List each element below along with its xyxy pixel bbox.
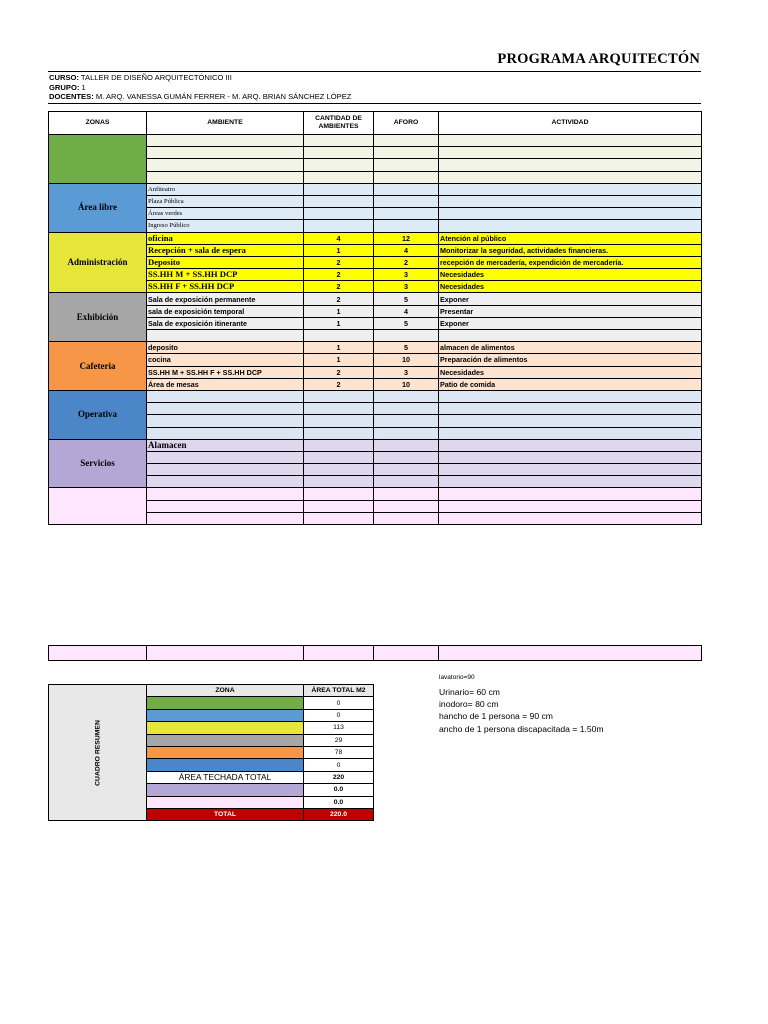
cantidad-cell [304, 183, 374, 195]
table-row [49, 500, 702, 512]
ambiente-cell: oficina [147, 232, 304, 244]
actividad-cell [439, 500, 702, 512]
table-row [49, 342, 702, 354]
cantidad-cell [304, 147, 374, 159]
actividad-cell [439, 183, 702, 195]
summary-zona-cell [147, 759, 304, 771]
zone-cell: Exhibición [49, 293, 147, 342]
cantidad-cell [304, 208, 374, 220]
notes [439, 673, 604, 735]
ambiente-cell [147, 512, 304, 524]
ambiente-cell: Área de mesas [147, 378, 304, 390]
ambiente-cell: Ingreso Público [147, 220, 304, 232]
note-urinario: Urinario= 60 cm [439, 687, 500, 697]
ambiente-cell: SS.HH M + SS.HH F + SS.HH DCP [147, 366, 304, 378]
header-ambiente: AMBIENTE [147, 112, 304, 135]
zone-cell: Operativa [49, 390, 147, 439]
aforo-cell: 10 [374, 378, 439, 390]
ambiente-cell: sala de exposición temporal [147, 305, 304, 317]
aforo-cell [374, 147, 439, 159]
cantidad-cell [304, 427, 374, 439]
zone-cell [49, 135, 147, 184]
actividad-cell [439, 476, 702, 488]
aforo-cell: 5 [374, 342, 439, 354]
summary-area-cell: 0.0 [304, 796, 374, 808]
aforo-cell [374, 500, 439, 512]
docentes-label: DOCENTES: [49, 92, 94, 101]
table-row [49, 488, 702, 500]
cantidad-cell: 2 [304, 269, 374, 281]
actividad-cell [439, 427, 702, 439]
zone-cell: Servicios [49, 439, 147, 488]
cantidad-cell: 4 [304, 232, 374, 244]
table-row [49, 183, 702, 195]
actividad-cell: Monitorizar la seguridad, actividades financieras. [439, 244, 702, 256]
actividad-cell [439, 147, 702, 159]
summary-area-cell: 29 [304, 734, 374, 746]
cantidad-cell [304, 415, 374, 427]
cantidad-cell [304, 135, 374, 147]
note-ancho-dcp: ancho de 1 persona discapacitada = 1.50m [439, 723, 604, 734]
zone-cell: Cafeteria [49, 342, 147, 391]
actividad-cell [439, 159, 702, 171]
zone-cell: Administración [49, 232, 147, 293]
summary-area-header: ÁREA TOTAL M2 [304, 685, 374, 697]
grupo-label: GRUPO: [49, 82, 80, 92]
cantidad-cell [304, 159, 374, 171]
summary-zona-cell [147, 697, 304, 709]
actividad-cell: Necesidades [439, 269, 702, 281]
aforo-cell: 5 [374, 317, 439, 329]
aforo-cell [374, 451, 439, 463]
title-divider [48, 71, 701, 72]
aforo-cell [374, 220, 439, 232]
aforo-cell: 10 [374, 354, 439, 366]
cantidad-cell [304, 220, 374, 232]
cantidad-cell: 1 [304, 342, 374, 354]
ambiente-cell [147, 330, 304, 342]
ambiente-cell: Sala de exposición itinerante [147, 317, 304, 329]
table-row [49, 293, 702, 305]
cantidad-cell: 2 [304, 281, 374, 293]
summary-total-label: TOTAL [147, 808, 304, 820]
info-curso [49, 73, 232, 83]
cantidad-cell: 2 [304, 366, 374, 378]
aforo-cell [374, 208, 439, 220]
table-row [49, 366, 702, 378]
aforo-cell [374, 330, 439, 342]
ambiente-cell [147, 403, 304, 415]
aforo-cell [374, 427, 439, 439]
cantidad-cell [304, 451, 374, 463]
program-table-body [49, 112, 702, 525]
cantidad-cell [304, 464, 374, 476]
aforo-cell: 4 [374, 244, 439, 256]
last-row-cell [304, 646, 374, 661]
cantidad-cell [304, 512, 374, 524]
actividad-cell: recepción de mercadería, expendición de mercadería. [439, 256, 702, 268]
aforo-cell: 3 [374, 281, 439, 293]
cantidad-cell [304, 500, 374, 512]
summary-area-cell: 220 [304, 771, 374, 783]
actividad-cell [439, 390, 702, 402]
actividad-cell [439, 451, 702, 463]
ambiente-cell: Alamacen [147, 439, 304, 451]
ambiente-cell: Deposito [147, 256, 304, 268]
info-grupo [49, 83, 86, 93]
table-row [49, 281, 702, 293]
cantidad-cell: 2 [304, 256, 374, 268]
summary-zona-cell [147, 722, 304, 734]
cantidad-cell [304, 488, 374, 500]
zone-cell [49, 488, 147, 525]
zone-cell: Área libre [49, 183, 147, 232]
ambiente-cell [147, 135, 304, 147]
summary-area-cell: 0 [304, 697, 374, 709]
summary-area-cell: 113 [304, 722, 374, 734]
actividad-cell [439, 220, 702, 232]
summary-side-label: CUADRO RESUMEN [94, 719, 101, 786]
aforo-cell: 3 [374, 366, 439, 378]
ambiente-cell: cocina [147, 354, 304, 366]
actividad-cell [439, 439, 702, 451]
ambiente-cell [147, 464, 304, 476]
table-row [49, 451, 702, 463]
ambiente-cell [147, 390, 304, 402]
table-row [49, 354, 702, 366]
ambiente-cell [147, 500, 304, 512]
actividad-cell: Preparación de alimentos [439, 354, 702, 366]
summary-side-label-cell [49, 685, 147, 821]
summary-zona-header: ZONA [147, 685, 304, 697]
summary-zona-cell [147, 796, 304, 808]
cantidad-cell: 2 [304, 378, 374, 390]
cantidad-cell [304, 403, 374, 415]
actividad-cell: Necesidades [439, 366, 702, 378]
table-row [49, 147, 702, 159]
ambiente-cell: SS.HH F + SS.HH DCP [147, 281, 304, 293]
ambiente-cell: Recepción + sala de espera [147, 244, 304, 256]
summary-zona-cell [147, 734, 304, 746]
actividad-cell [439, 464, 702, 476]
aforo-cell: 2 [374, 256, 439, 268]
docentes-value: M. ARQ. VANESSA GUMÁN FERRER - M. ARQ. BRIAN SÁNCHEZ LÓPEZ [93, 92, 352, 101]
aforo-cell [374, 183, 439, 195]
header-zonas: ZONAS [49, 112, 147, 135]
table-header-row [49, 112, 702, 135]
actividad-cell [439, 171, 702, 183]
aforo-cell [374, 512, 439, 524]
ambiente-cell [147, 488, 304, 500]
last-row-cell [439, 646, 702, 661]
summary-area-cell: 78 [304, 746, 374, 758]
ambiente-cell: Sala de exposición permanente [147, 293, 304, 305]
grupo-value: 1 [79, 82, 86, 92]
actividad-cell: Patio de comida [439, 378, 702, 390]
header-actividad: ACTIVIDAD [439, 112, 702, 135]
table-row [49, 232, 702, 244]
header-aforo: AFORO [374, 112, 439, 135]
aforo-cell: 5 [374, 293, 439, 305]
info-divider [48, 103, 701, 104]
program-table [48, 111, 702, 525]
actividad-cell: Exponer [439, 293, 702, 305]
cantidad-cell: 1 [304, 354, 374, 366]
aforo-cell: 4 [374, 305, 439, 317]
summary-table-body [49, 685, 374, 821]
table-row [49, 427, 702, 439]
table-row [49, 305, 702, 317]
summary-zona-cell [147, 709, 304, 721]
ambiente-cell: Anfiteatro [147, 183, 304, 195]
aforo-cell [374, 135, 439, 147]
ambiente-cell [147, 476, 304, 488]
actividad-cell: almacen de alimentos [439, 342, 702, 354]
table-row [49, 195, 702, 207]
aforo-cell: 3 [374, 269, 439, 281]
table-row [49, 464, 702, 476]
table-row [49, 378, 702, 390]
program-table-last-row [48, 645, 702, 661]
summary-table [48, 684, 374, 821]
aforo-cell [374, 488, 439, 500]
cantidad-cell [304, 439, 374, 451]
ambiente-cell [147, 427, 304, 439]
cantidad-cell: 1 [304, 317, 374, 329]
actividad-cell: Atención al público [439, 232, 702, 244]
aforo-cell [374, 195, 439, 207]
header-cantidad: CANTIDAD DE AMBIENTES [304, 112, 374, 135]
actividad-cell [439, 415, 702, 427]
table-row [49, 135, 702, 147]
actividad-cell [439, 512, 702, 524]
table-row [49, 208, 702, 220]
cantidad-cell [304, 390, 374, 402]
summary-area-cell: 0 [304, 709, 374, 721]
aforo-cell [374, 390, 439, 402]
table-row [49, 159, 702, 171]
aforo-cell [374, 464, 439, 476]
actividad-cell [439, 195, 702, 207]
aforo-cell [374, 439, 439, 451]
ambiente-cell [147, 147, 304, 159]
table-row [49, 476, 702, 488]
cantidad-cell: 2 [304, 293, 374, 305]
cantidad-cell [304, 195, 374, 207]
cantidad-cell [304, 330, 374, 342]
summary-area-cell: 0.0 [304, 784, 374, 796]
cantidad-cell [304, 476, 374, 488]
summary-area-cell: 0 [304, 759, 374, 771]
note-lavatorio: lavatorio=90 [439, 674, 475, 681]
summary-zona-cell [147, 784, 304, 796]
table-row [49, 269, 702, 281]
ambiente-cell [147, 451, 304, 463]
ambiente-cell: Plaza Pública [147, 195, 304, 207]
aforo-cell [374, 476, 439, 488]
actividad-cell: Exponer [439, 317, 702, 329]
table-row [49, 512, 702, 524]
aforo-cell [374, 403, 439, 415]
actividad-cell [439, 135, 702, 147]
ambiente-cell: Áreas verdes [147, 208, 304, 220]
note-ancho: hancho de 1 persona = 90 cm [439, 711, 553, 722]
summary-zona-cell: ÁREA TECHADA TOTAL [147, 771, 304, 783]
table-row [49, 390, 702, 402]
note-inodoro: inodoro= 80 cm [439, 699, 499, 710]
actividad-cell: Presentar [439, 305, 702, 317]
table-row [49, 220, 702, 232]
ambiente-cell: deposito [147, 342, 304, 354]
page-title: PROGRAMA ARQUITECTÓN [497, 51, 700, 67]
aforo-cell [374, 171, 439, 183]
actividad-cell [439, 488, 702, 500]
table-row [49, 403, 702, 415]
actividad-cell: Necesidades [439, 281, 702, 293]
info-docentes [49, 92, 351, 102]
curso-label: CURSO: [49, 73, 79, 82]
ambiente-cell: SS.HH M + SS.HH DCP [147, 269, 304, 281]
actividad-cell [439, 208, 702, 220]
table-row [49, 317, 702, 329]
cantidad-cell: 1 [304, 244, 374, 256]
summary-zona-cell [147, 746, 304, 758]
cantidad-cell [304, 171, 374, 183]
table-row [49, 415, 702, 427]
last-row-cell [49, 646, 147, 661]
ambiente-cell [147, 415, 304, 427]
last-row-cell [147, 646, 304, 661]
ambiente-cell [147, 159, 304, 171]
last-row-cell [374, 646, 439, 661]
table-row [49, 330, 702, 342]
table-row [49, 244, 702, 256]
actividad-cell [439, 330, 702, 342]
table-row [49, 646, 702, 661]
table-row [49, 439, 702, 451]
curso-value: TALLER DE DISEÑO ARQUITECTÓNICO III [78, 73, 232, 82]
summary-header-row [49, 685, 374, 697]
cantidad-cell: 1 [304, 305, 374, 317]
summary-total-value: 220.0 [304, 808, 374, 820]
aforo-cell [374, 159, 439, 171]
table-row [49, 171, 702, 183]
actividad-cell [439, 403, 702, 415]
table-row [49, 256, 702, 268]
aforo-cell: 12 [374, 232, 439, 244]
ambiente-cell [147, 171, 304, 183]
aforo-cell [374, 415, 439, 427]
